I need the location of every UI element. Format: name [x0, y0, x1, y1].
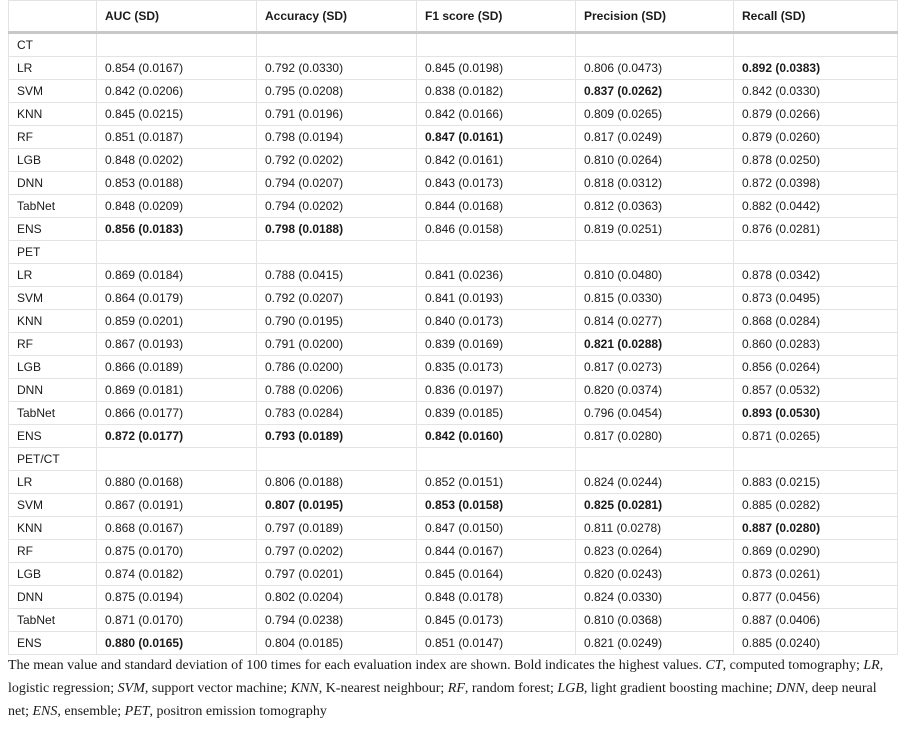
model-name: DNN [9, 379, 97, 402]
metric-cell: 0.806 (0.0188) [257, 471, 417, 494]
header-row [9, 1, 898, 33]
abbreviation-term: ENS [32, 704, 58, 719]
metric-cell: 0.820 (0.0374) [576, 379, 734, 402]
metric-cell: 0.866 (0.0189) [97, 356, 257, 379]
model-name: RF [9, 333, 97, 356]
table-row [9, 264, 898, 287]
header-f1-score: F1 score (SD) [417, 1, 576, 33]
metric-cell: 0.797 (0.0189) [257, 517, 417, 540]
table-row [9, 379, 898, 402]
table-row [9, 149, 898, 172]
header-model [9, 1, 97, 33]
metric-cell: 0.845 (0.0215) [97, 103, 257, 126]
metric-cell: 0.802 (0.0204) [257, 586, 417, 609]
metric-cell: 0.883 (0.0215) [734, 471, 898, 494]
metric-cell: 0.845 (0.0173) [417, 609, 576, 632]
metric-cell: 0.876 (0.0281) [734, 218, 898, 241]
metric-cell: 0.879 (0.0266) [734, 103, 898, 126]
metric-cell: 0.874 (0.0182) [97, 563, 257, 586]
abbreviation-term: RF [447, 681, 465, 696]
model-name: KNN [9, 103, 97, 126]
metric-cell: 0.839 (0.0185) [417, 402, 576, 425]
metric-cell: 0.818 (0.0312) [576, 172, 734, 195]
metric-cell: 0.856 (0.0183) [97, 218, 257, 241]
metric-cell: 0.821 (0.0249) [576, 632, 734, 655]
empty-cell [734, 241, 898, 264]
metric-cell: 0.847 (0.0150) [417, 517, 576, 540]
metric-cell: 0.869 (0.0184) [97, 264, 257, 287]
metric-cell: 0.817 (0.0273) [576, 356, 734, 379]
metric-cell: 0.783 (0.0284) [257, 402, 417, 425]
metric-cell: 0.794 (0.0238) [257, 609, 417, 632]
metric-cell: 0.824 (0.0330) [576, 586, 734, 609]
metric-cell: 0.837 (0.0262) [576, 80, 734, 103]
metric-cell: 0.817 (0.0280) [576, 425, 734, 448]
model-name: TabNet [9, 402, 97, 425]
abbreviation-term: KNN [290, 681, 319, 696]
metric-cell: 0.868 (0.0167) [97, 517, 257, 540]
metric-cell: 0.859 (0.0201) [97, 310, 257, 333]
model-name: KNN [9, 517, 97, 540]
header-recall: Recall (SD) [734, 1, 898, 33]
metric-cell: 0.847 (0.0161) [417, 126, 576, 149]
model-name: TabNet [9, 195, 97, 218]
empty-cell [257, 448, 417, 471]
metric-cell: 0.854 (0.0167) [97, 57, 257, 80]
group-row [9, 33, 898, 57]
model-name: LR [9, 264, 97, 287]
table-row [9, 517, 898, 540]
empty-cell [257, 33, 417, 57]
metric-cell: 0.885 (0.0240) [734, 632, 898, 655]
metric-cell: 0.797 (0.0201) [257, 563, 417, 586]
table-row [9, 540, 898, 563]
table-row [9, 471, 898, 494]
metric-cell: 0.878 (0.0250) [734, 149, 898, 172]
table-footnote [8, 654, 888, 723]
abbreviation-definition: light gradient boosting machine [590, 681, 769, 696]
model-name: KNN [9, 310, 97, 333]
metric-cell: 0.864 (0.0179) [97, 287, 257, 310]
metric-cell: 0.796 (0.0454) [576, 402, 734, 425]
abbreviation-term: SVM [117, 681, 145, 696]
model-name: LR [9, 471, 97, 494]
metric-cell: 0.844 (0.0167) [417, 540, 576, 563]
model-name: ENS [9, 425, 97, 448]
empty-cell [734, 448, 898, 471]
metric-cell: 0.869 (0.0290) [734, 540, 898, 563]
metric-cell: 0.880 (0.0168) [97, 471, 257, 494]
metric-cell: 0.846 (0.0158) [417, 218, 576, 241]
metric-cell: 0.842 (0.0206) [97, 80, 257, 103]
empty-cell [734, 33, 898, 57]
metric-cell: 0.872 (0.0177) [97, 425, 257, 448]
metric-cell: 0.797 (0.0202) [257, 540, 417, 563]
metric-cell: 0.843 (0.0173) [417, 172, 576, 195]
model-name: LR [9, 57, 97, 80]
abbreviation-term: CT [705, 658, 723, 673]
table-row [9, 425, 898, 448]
metric-cell: 0.790 (0.0195) [257, 310, 417, 333]
empty-cell [417, 448, 576, 471]
metric-cell: 0.856 (0.0264) [734, 356, 898, 379]
metric-cell: 0.848 (0.0202) [97, 149, 257, 172]
metric-cell: 0.793 (0.0189) [257, 425, 417, 448]
empty-cell [417, 33, 576, 57]
empty-cell [97, 33, 257, 57]
group-label: PET [9, 241, 97, 264]
metric-cell: 0.804 (0.0185) [257, 632, 417, 655]
model-name: TabNet [9, 609, 97, 632]
model-name: RF [9, 540, 97, 563]
empty-cell [417, 241, 576, 264]
metric-cell: 0.806 (0.0473) [576, 57, 734, 80]
metric-cell: 0.845 (0.0164) [417, 563, 576, 586]
metric-cell: 0.882 (0.0442) [734, 195, 898, 218]
table-body [9, 33, 898, 655]
abbreviation-definition: K-nearest neighbour [325, 681, 441, 696]
metric-cell: 0.809 (0.0265) [576, 103, 734, 126]
metric-cell: 0.835 (0.0173) [417, 356, 576, 379]
metric-cell: 0.841 (0.0236) [417, 264, 576, 287]
metric-cell: 0.871 (0.0265) [734, 425, 898, 448]
results-table-container [8, 0, 897, 655]
abbreviation-definition: support vector machine [151, 681, 284, 696]
metric-cell: 0.838 (0.0182) [417, 80, 576, 103]
metric-cell: 0.786 (0.0200) [257, 356, 417, 379]
metric-cell: 0.868 (0.0284) [734, 310, 898, 333]
table-row [9, 172, 898, 195]
metric-cell: 0.791 (0.0200) [257, 333, 417, 356]
table-row [9, 494, 898, 517]
header-accuracy: Accuracy (SD) [257, 1, 417, 33]
metric-cell: 0.792 (0.0207) [257, 287, 417, 310]
table-row [9, 195, 898, 218]
table-row [9, 287, 898, 310]
metric-cell: 0.866 (0.0177) [97, 402, 257, 425]
table-row [9, 609, 898, 632]
abbreviation-definition: positron emission tomography [156, 704, 327, 719]
abbreviation-definition: logistic regression [8, 681, 111, 696]
abbreviation-term: LGB [557, 681, 584, 696]
group-row [9, 448, 898, 471]
metric-cell: 0.810 (0.0480) [576, 264, 734, 287]
metric-cell: 0.842 (0.0166) [417, 103, 576, 126]
empty-cell [576, 241, 734, 264]
abbreviation-term: LR [863, 658, 880, 673]
metric-cell: 0.791 (0.0196) [257, 103, 417, 126]
metric-cell: 0.873 (0.0495) [734, 287, 898, 310]
metric-cell: 0.815 (0.0330) [576, 287, 734, 310]
group-label: PET/CT [9, 448, 97, 471]
metric-cell: 0.842 (0.0161) [417, 149, 576, 172]
metric-cell: 0.814 (0.0277) [576, 310, 734, 333]
metric-cell: 0.892 (0.0383) [734, 57, 898, 80]
abbreviation-term: PET [124, 704, 150, 719]
metric-cell: 0.879 (0.0260) [734, 126, 898, 149]
model-name: DNN [9, 172, 97, 195]
metric-cell: 0.852 (0.0151) [417, 471, 576, 494]
empty-cell [576, 33, 734, 57]
metric-cell: 0.842 (0.0160) [417, 425, 576, 448]
metric-cell: 0.841 (0.0193) [417, 287, 576, 310]
metric-cell: 0.848 (0.0178) [417, 586, 576, 609]
metric-cell: 0.845 (0.0198) [417, 57, 576, 80]
model-name: LGB [9, 149, 97, 172]
metric-cell: 0.869 (0.0181) [97, 379, 257, 402]
abbreviation-definition: ensemble [64, 704, 118, 719]
metric-cell: 0.810 (0.0368) [576, 609, 734, 632]
abbreviation-definition: random forest [471, 681, 551, 696]
metric-cell: 0.788 (0.0206) [257, 379, 417, 402]
metric-cell: 0.842 (0.0330) [734, 80, 898, 103]
metric-cell: 0.871 (0.0170) [97, 609, 257, 632]
footnote-abbreviations: CT, computed tomography; LR, logistic regression; SVM, support vector machine; KNN, K-nearest neighbour; RF, random forest; LGB, light gradient boosting machine; DNN, deep neural net; ENS, ensemble; PET, positron emission tomography [8, 658, 884, 719]
metric-cell: 0.887 (0.0406) [734, 609, 898, 632]
model-name: LGB [9, 356, 97, 379]
metric-cell: 0.794 (0.0202) [257, 195, 417, 218]
metric-cell: 0.872 (0.0398) [734, 172, 898, 195]
empty-cell [576, 448, 734, 471]
table-row [9, 356, 898, 379]
table-row [9, 586, 898, 609]
metric-cell: 0.798 (0.0188) [257, 218, 417, 241]
metric-cell: 0.836 (0.0197) [417, 379, 576, 402]
model-name: LGB [9, 563, 97, 586]
metric-cell: 0.878 (0.0342) [734, 264, 898, 287]
model-name: DNN [9, 586, 97, 609]
metric-cell: 0.867 (0.0193) [97, 333, 257, 356]
metric-cell: 0.812 (0.0363) [576, 195, 734, 218]
table-row [9, 310, 898, 333]
metric-cell: 0.844 (0.0168) [417, 195, 576, 218]
header-auc: AUC (SD) [97, 1, 257, 33]
metric-cell: 0.811 (0.0278) [576, 517, 734, 540]
table-row [9, 333, 898, 356]
metric-cell: 0.824 (0.0244) [576, 471, 734, 494]
metric-cell: 0.885 (0.0282) [734, 494, 898, 517]
empty-cell [97, 241, 257, 264]
metric-cell: 0.848 (0.0209) [97, 195, 257, 218]
table-row [9, 402, 898, 425]
header-precision: Precision (SD) [576, 1, 734, 33]
metric-cell: 0.792 (0.0330) [257, 57, 417, 80]
table-row [9, 80, 898, 103]
table-row [9, 632, 898, 655]
table-row [9, 218, 898, 241]
model-name: SVM [9, 494, 97, 517]
abbreviation-term: DNN [775, 681, 805, 696]
metric-cell: 0.860 (0.0283) [734, 333, 898, 356]
metric-cell: 0.839 (0.0169) [417, 333, 576, 356]
table-row [9, 57, 898, 80]
metric-cell: 0.823 (0.0264) [576, 540, 734, 563]
metric-cell: 0.819 (0.0251) [576, 218, 734, 241]
table-header [9, 1, 898, 33]
metric-cell: 0.817 (0.0249) [576, 126, 734, 149]
metric-cell: 0.795 (0.0208) [257, 80, 417, 103]
abbreviation-definition: deep neural net [8, 681, 877, 719]
metric-cell: 0.794 (0.0207) [257, 172, 417, 195]
model-name: RF [9, 126, 97, 149]
metric-cell: 0.853 (0.0158) [417, 494, 576, 517]
metric-cell: 0.857 (0.0532) [734, 379, 898, 402]
empty-cell [257, 241, 417, 264]
abbreviation-definition: computed tomography [729, 658, 856, 673]
metric-cell: 0.893 (0.0530) [734, 402, 898, 425]
model-name: SVM [9, 80, 97, 103]
table-row [9, 126, 898, 149]
footnote-intro: The mean value and standard deviation of 100 times for each evaluation index are shown. Bold indicates the highest values. [8, 658, 702, 673]
model-name: ENS [9, 218, 97, 241]
group-row [9, 241, 898, 264]
metric-cell: 0.875 (0.0170) [97, 540, 257, 563]
metric-cell: 0.807 (0.0195) [257, 494, 417, 517]
metric-cell: 0.851 (0.0147) [417, 632, 576, 655]
metric-cell: 0.875 (0.0194) [97, 586, 257, 609]
table-row [9, 563, 898, 586]
metric-cell: 0.798 (0.0194) [257, 126, 417, 149]
metric-cell: 0.851 (0.0187) [97, 126, 257, 149]
metric-cell: 0.825 (0.0281) [576, 494, 734, 517]
metric-cell: 0.820 (0.0243) [576, 563, 734, 586]
metric-cell: 0.887 (0.0280) [734, 517, 898, 540]
metric-cell: 0.867 (0.0191) [97, 494, 257, 517]
metric-cell: 0.792 (0.0202) [257, 149, 417, 172]
group-label: CT [9, 33, 97, 57]
table-row [9, 103, 898, 126]
metric-cell: 0.810 (0.0264) [576, 149, 734, 172]
metric-cell: 0.880 (0.0165) [97, 632, 257, 655]
metric-cell: 0.877 (0.0456) [734, 586, 898, 609]
model-name: ENS [9, 632, 97, 655]
metric-cell: 0.873 (0.0261) [734, 563, 898, 586]
empty-cell [97, 448, 257, 471]
metric-cell: 0.788 (0.0415) [257, 264, 417, 287]
metric-cell: 0.821 (0.0288) [576, 333, 734, 356]
metric-cell: 0.840 (0.0173) [417, 310, 576, 333]
results-table [8, 0, 898, 655]
metric-cell: 0.853 (0.0188) [97, 172, 257, 195]
model-name: SVM [9, 287, 97, 310]
